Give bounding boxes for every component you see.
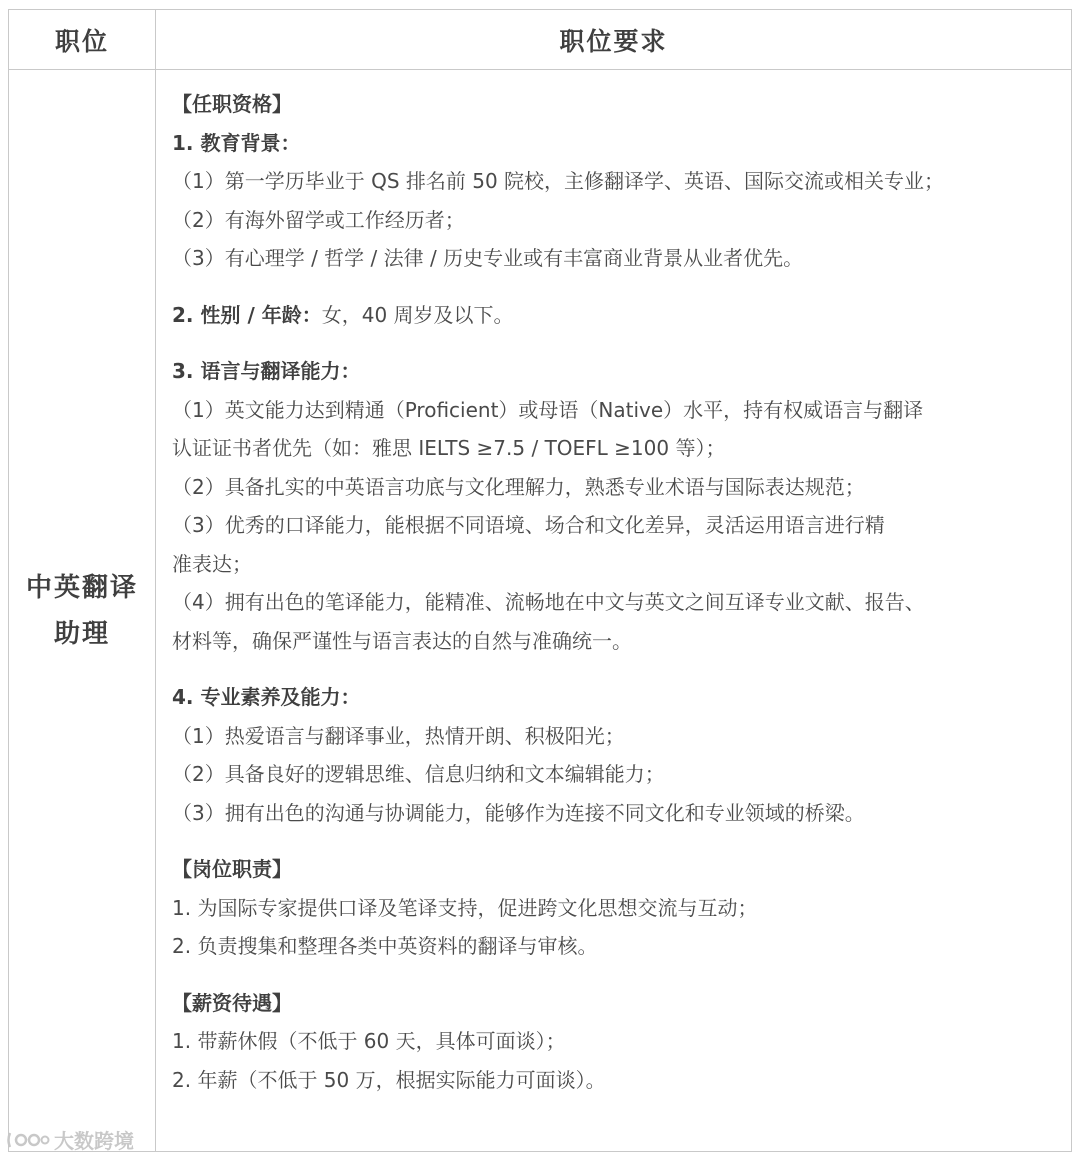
competence-item: （2）具备良好的逻辑思维、信息归纳和文本编辑能力； [172, 762, 665, 786]
salary-item: 2. 年薪（不低于 50 万，根据实际能力可面谈）。 [172, 1067, 606, 1092]
language-line: （4）拥有出色的笔译能力，能精准、流畅地在中文与英文之间互译专业文献、报告、 [172, 590, 925, 614]
gender-age-row [172, 296, 1070, 335]
gender-age-value: 女，40 周岁及以下。 [321, 302, 514, 327]
language-line: 材料等，确保严谨性与语言表达的自然与准确统一。 [172, 628, 632, 653]
salary-item: 1. 带薪休假（不低于 60 天，具体可面谈）； [172, 1029, 566, 1053]
education-item: （3）有心理学 / 哲学 / 法律 / 历史专业或有丰富商业背景从业者优先。 [172, 246, 804, 270]
duty-item: 2. 负责搜集和整理各类中英资料的翻译与审核。 [172, 934, 598, 958]
requirements-content [172, 85, 1070, 1099]
logo-icon [6, 1129, 50, 1151]
language-line: （1）英文能力达到精通（Proficient）或母语（Native）水平，持有权威语言与翻译 [172, 397, 924, 422]
salary-title: 【薪资待遇】 [172, 990, 292, 1015]
duties-title: 【岗位职责】 [172, 857, 292, 881]
education-title: 1. 教育背景： [172, 130, 301, 155]
watermark-text: 大数跨境 [54, 1129, 134, 1153]
position-name [9, 565, 155, 657]
header-requirements: 职位要求 [559, 27, 668, 56]
education-item: （2）有海外留学或工作经历者； [172, 207, 465, 232]
language-line: 认证证书者优先（如：雅思 IELTS ≥7.5 / TOEFL ≥100 等）； [172, 436, 726, 460]
duty-item: 1. 为国际专家提供口译及笔译支持，促进跨文化思想交流与互动； [172, 895, 758, 920]
watermark [6, 1125, 134, 1154]
language-line: 准表达； [172, 551, 252, 576]
position-name-line2: 助理 [53, 619, 110, 649]
column-divider [155, 10, 156, 1151]
qualifications-title: 【任职资格】 [172, 92, 292, 116]
competence-title: 4. 专业素养及能力： [172, 685, 361, 709]
language-line: （3）优秀的口译能力，能根据不同语境、场合和文化差异，灵活运用语言进行精 [172, 513, 885, 537]
position-name-line1: 中英翻译 [25, 573, 138, 603]
competence-item: （3）拥有出色的沟通与协调能力，能够作为连接不同文化和专业领域的桥梁。 [172, 800, 865, 825]
education-item: （1）第一学历毕业于 QS 排名前 50 院校，主修翻译学、英语、国际交流或相关专业； [172, 169, 945, 193]
header-position: 职位 [54, 27, 109, 56]
competence-item: （1）热爱语言与翻译事业，热情开朗、积极阳光； [172, 723, 625, 748]
gender-age-title: 2. 性别 / 年龄： [172, 302, 322, 327]
language-line: （2）具备扎实的中英语言功底与文化理解力，熟悉专业术语与国际表达规范； [172, 474, 865, 499]
table-header [9, 10, 1071, 70]
language-title: 3. 语言与翻译能力： [172, 359, 361, 383]
